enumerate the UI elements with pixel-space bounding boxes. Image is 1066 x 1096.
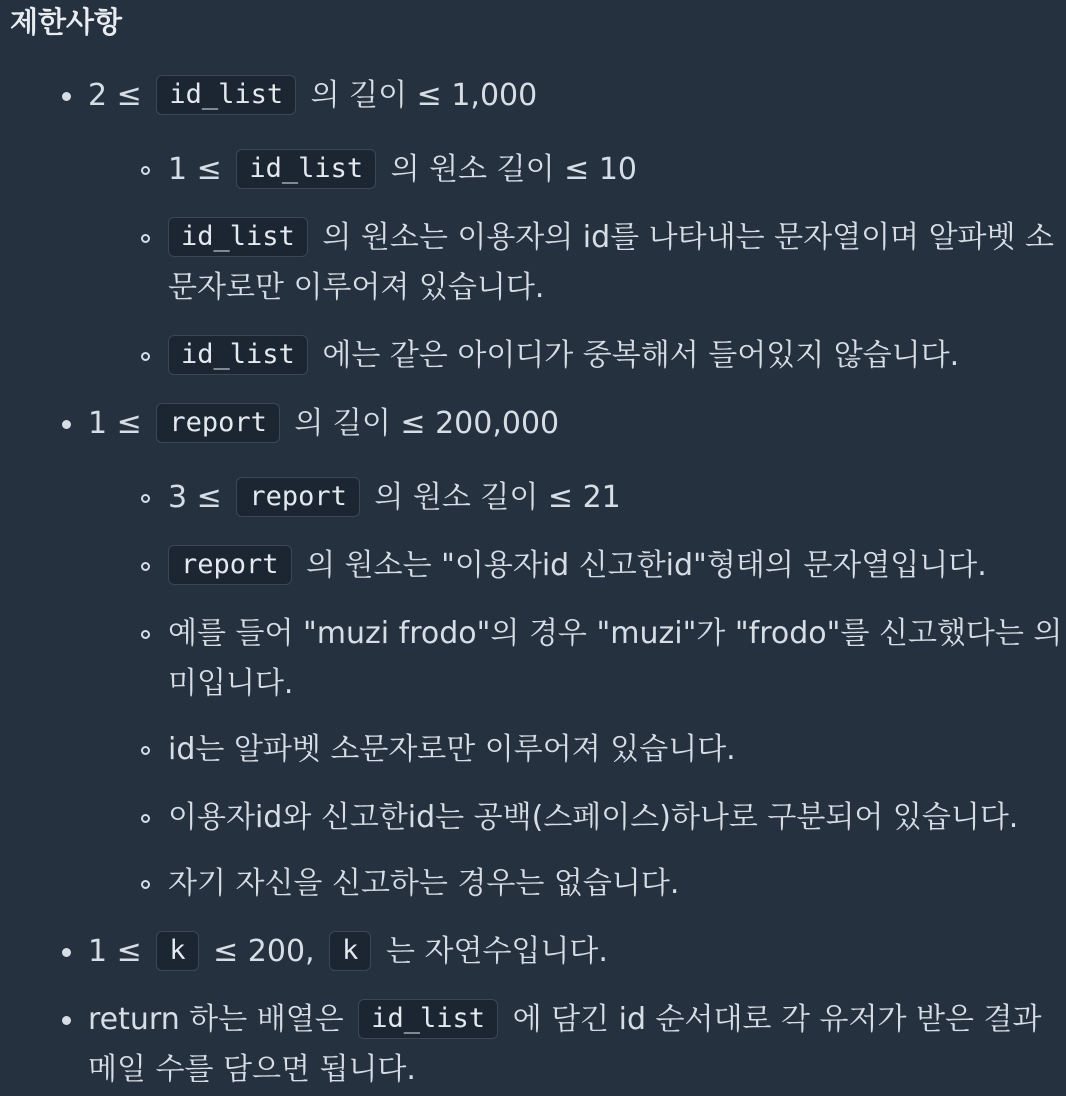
bullet-circle [141,814,150,823]
list-item [168,218,1054,258]
list-item: 자기 자신을 신고하는 경우는 없습니다. [168,866,680,901]
item-prefix: 1 ≤ [168,152,222,187]
item-prefix: 2 ≤ [88,78,142,113]
list-item: 이용자id와 신고한id는 공백(스페이스)하나로 구분되어 있습니다. [168,800,1019,835]
bullet-circle [141,494,150,503]
inline-code: id_list [168,217,308,257]
inline-code: report [156,403,280,443]
item-text: 의 원소 길이 ≤ 10 [390,152,638,187]
item-text: 에는 같은 아이디가 중복해서 들어있지 않습니다. [322,338,960,373]
inline-code: id_list [358,999,498,1039]
list-item [88,1000,1041,1040]
bullet-disc [62,948,71,957]
list-item [88,404,559,444]
inline-code: id_list [236,149,376,189]
list-item [168,150,637,190]
bullet-circle [141,630,150,639]
list-item [88,76,537,116]
list-item-continuation: 메일 수를 담으면 됩니다. [88,1052,416,1087]
item-prefix: return 하는 배열은 [88,1002,344,1037]
list-item [168,478,621,518]
list-item [168,546,987,586]
bullet-circle [141,880,150,889]
item-text: ≤ 200, [213,934,315,969]
item-text: 의 원소 길이 ≤ 21 [374,480,621,515]
bullet-circle [141,352,150,361]
inline-code: id_list [156,75,296,115]
bullet-disc [62,420,71,429]
bullet-circle [141,746,150,755]
item-prefix: 1 ≤ [88,934,142,969]
inline-code: k [329,931,371,971]
bullet-circle [141,234,150,243]
item-prefix: 3 ≤ [168,480,222,515]
item-prefix: 1 ≤ [88,406,142,441]
list-item-continuation: 미입니다. [168,666,294,701]
section-heading: 제한사항 [10,5,123,39]
item-text: 의 원소는 이용자의 id를 나타내는 문자열이며 알파벳 소 [322,220,1055,255]
item-text: 의 길이 ≤ 1,000 [310,78,538,113]
inline-code: report [236,477,360,517]
list-item: id는 알파벳 소문자로만 이루어져 있습니다. [168,732,736,767]
inline-code: report [168,545,292,585]
item-text: 에 담긴 id 순서대로 각 유저가 받은 결과 [512,1002,1042,1037]
inline-code: id_list [168,335,308,375]
list-item [88,932,608,972]
bullet-disc [62,1016,71,1025]
list-item [168,336,959,376]
list-item: 예를 들어 "muzi frodo"의 경우 "muzi"가 "frodo"를 신고했다는 의 [168,616,1063,651]
bullet-disc [62,92,71,101]
list-item-continuation: 문자로만 이루어져 있습니다. [168,270,545,305]
inline-code: k [156,931,198,971]
item-text: 의 길이 ≤ 200,000 [294,406,560,441]
bullet-circle [141,166,150,175]
item-text: 는 자연수입니다. [385,934,608,969]
item-text: 의 원소는 "이용자id 신고한id"형태의 문자열입니다. [306,548,987,583]
bullet-circle [141,562,150,571]
